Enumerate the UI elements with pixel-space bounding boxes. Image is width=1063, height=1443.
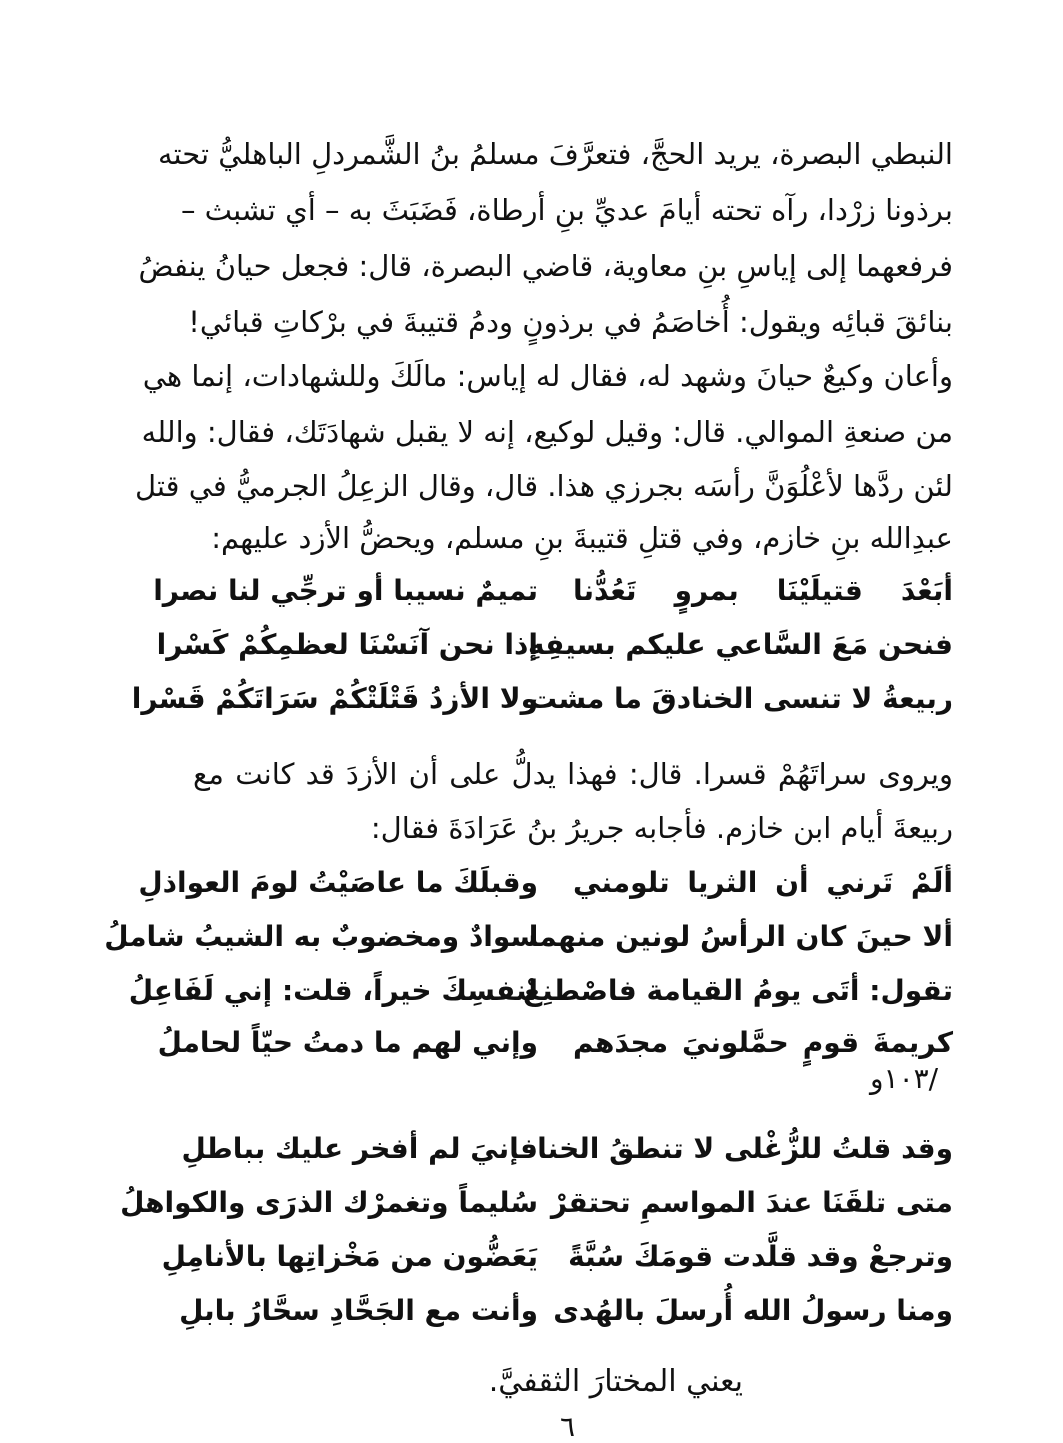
- prose-line: بنائقَ قبائِه ويقول: أُخاصَمُ في برذونٍ ودمُ قتيبةَ في برْكاتِ قبائي!: [188, 305, 953, 339]
- verse-second-hemistich: وأنت مع الجَحَّادِ سحَّارُ بابلِ: [179, 1294, 538, 1327]
- verse-second-hemistich: فإنيَ لم أفخر عليك بباطلِ: [181, 1132, 538, 1165]
- verse-first-hemistich: تقول: أتَى يومُ القيامة فاصْطنِعْ: [523, 974, 953, 1007]
- verse-second-hemistich: وإني لهم ما دمتُ حيّاً لحاملُ: [157, 1026, 538, 1059]
- verse-line: [183, 1132, 953, 1172]
- verse-line: [131, 682, 953, 722]
- verse-first-hemistich: متى تلقَنَا عندَ المواسمِ تحتقرْ: [550, 1186, 953, 1219]
- verse-second-hemistich: يَعَضُّون من مَخْزاتِها بالأنامِلِ: [161, 1240, 538, 1273]
- verse-line: [179, 1294, 953, 1334]
- verse-second-hemistich: لنفسِكَ خيراً، قلت: إني لَفَاعِلُ: [128, 974, 538, 1007]
- verse-first-hemistich: ألَمْ تَرني أن الثريا تلومني: [573, 866, 953, 899]
- folio-marker: ١٠٣و/: [870, 1062, 939, 1095]
- prose-line: لئن ردَّها لأعْلُوَنَّ رأسَه بجرزي هذا. قال، وقال الزعِلُ الجرميُّ في قتل: [134, 469, 953, 503]
- prose-line: ربيعةَ أيام ابن خازم. فأجابه جريرُ بنُ عَرَادَةَ فقال:: [370, 811, 953, 845]
- verse-line: [156, 628, 953, 668]
- prose-line: ويروى سراتَهُمْ قسرا. قال: فهذا يدلُّ على أن الأزدَ قد كانت مع: [193, 757, 953, 791]
- prose-line: عبدِالله بنِ خازم، وفي قتلِ قتيبةَ بنِ مسلم، ويحضُّ الأزد عليهم:: [211, 521, 953, 555]
- verse-first-hemistich: ربيعةُ لا تنسى الخنادقَ ما مشت: [528, 682, 953, 715]
- verse-first-hemistich: ومنا رسولُ الله أُرسلَ بالهُدى: [553, 1294, 953, 1327]
- verse-second-hemistich: تميمٌ نسيبا أو ترجِّي لنا نصرا: [153, 574, 538, 607]
- prose-line: برذونا زرْدا، رآه تحته أيامَ عديِّ بنِ أرطاة، فَضَبَثَ به – أي تشبث –: [180, 193, 953, 227]
- footnote: يعني المختارَ الثقفيَّ.: [488, 1364, 743, 1399]
- verse-line: [128, 974, 953, 1014]
- verse-first-hemistich: وترجعْ وقد قلَّدت قومَكَ سُبَّةً: [568, 1240, 953, 1273]
- verse-first-hemistich: كريمةَ قومٍ حمَّلونيَ مجدَهم: [573, 1026, 953, 1059]
- verse-line: [138, 866, 953, 906]
- verse-second-hemistich: سُليماً وتغمرْك الذرَى والكواهلُ: [120, 1186, 538, 1219]
- prose-line: النبطي البصرة، يريد الحجَّ، فتعرَّفَ مسلمُ بنُ الشَّمردلِ الباهليُّ تحته: [158, 137, 953, 171]
- page-number: ٦: [560, 1410, 576, 1443]
- prose-line: من صنعةِ الموالي. قال: وقيل لوكيع، إنه لا يقبل شهادَتَك، فقال: والله: [141, 415, 953, 449]
- verse-second-hemistich: ولا الأزدُ قَتْلَتْكُمْ سَرَاتَكُمْ قَسْرا: [131, 682, 538, 715]
- verse-first-hemistich: أبَعْدَ قتيلَيْنَا بمروٍ تَعُدُّنا: [573, 574, 953, 607]
- verse-first-hemistich: ألا حينَ كان الرأسُ لونين منهما: [528, 920, 953, 953]
- verse-second-hemistich: وقبلَكَ ما عاصَيْتُ لومَ العواذلِ: [138, 866, 538, 899]
- verse-line: [157, 1026, 953, 1066]
- verse-first-hemistich: وقد قلتُ للزُّغْلى لا تنطقُ الخنا: [537, 1132, 953, 1165]
- prose-line: فرفعهما إلى إياسِ بنِ معاوية، قاضي البصرة، قال: فجعل حيانُ ينفضُ: [138, 249, 953, 283]
- prose-line: وأعان وكيعٌ حيانَ وشهد له، فقال له إياس: مالَكَ وللشهادات، إنما هي: [142, 359, 953, 393]
- verse-line: [104, 920, 953, 960]
- verse-line: [153, 574, 953, 614]
- verse-line: [161, 1240, 953, 1280]
- verse-first-hemistich: فنحن مَعَ السَّاعي عليكم بسيفِهِ: [528, 628, 953, 661]
- verse-second-hemistich: إذا نحن آنَسْنَا لعظمِكُمْ كَسْرا: [156, 628, 538, 661]
- verse-line: [120, 1186, 953, 1226]
- verse-second-hemistich: سوادٌ ومخضوبٌ به الشيبُ شاملُ: [104, 920, 538, 953]
